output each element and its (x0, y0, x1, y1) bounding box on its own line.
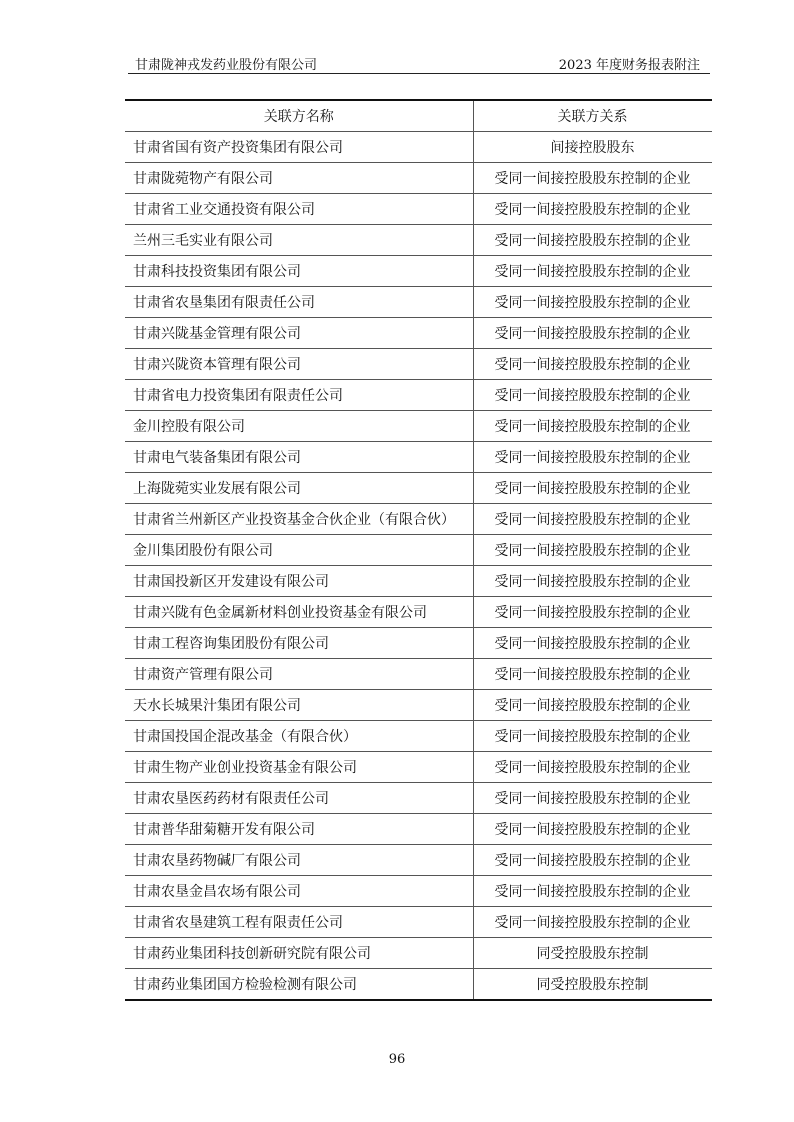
related-party-relationship: 受同一间接控股股东控制的企业 (473, 411, 712, 442)
table-row (125, 225, 712, 256)
related-party-relationship: 受同一间接控股股东控制的企业 (473, 814, 712, 845)
table-row (125, 163, 712, 194)
table-row (125, 194, 712, 225)
related-party-relationship: 受同一间接控股股东控制的企业 (473, 907, 712, 938)
table-row (125, 318, 712, 349)
table-row (125, 411, 712, 442)
related-party-relationship: 同受控股股东控制 (473, 969, 712, 1001)
related-party-relationship: 同受控股股东控制 (473, 938, 712, 969)
table-row (125, 349, 712, 380)
related-party-name: 甘肃省电力投资集团有限责任公司 (125, 380, 473, 411)
column-header-relationship: 关联方关系 (473, 100, 712, 132)
table-row (125, 535, 712, 566)
related-party-relationship: 受同一间接控股股东控制的企业 (473, 256, 712, 287)
related-party-name: 甘肃省农垦集团有限责任公司 (125, 287, 473, 318)
table-row (125, 845, 712, 876)
table-row (125, 938, 712, 969)
page-number: 96 (388, 1052, 406, 1067)
related-party-relationship: 受同一间接控股股东控制的企业 (473, 194, 712, 225)
related-party-relationship: 受同一间接控股股东控制的企业 (473, 597, 712, 628)
table-row (125, 814, 712, 845)
table-row (125, 659, 712, 690)
related-party-relationship: 受同一间接控股股东控制的企业 (473, 690, 712, 721)
related-party-relationship: 受同一间接控股股东控制的企业 (473, 163, 712, 194)
column-header-name: 关联方名称 (125, 100, 473, 132)
table-row (125, 876, 712, 907)
table-body (125, 132, 712, 1001)
related-party-name: 甘肃农垦药物碱厂有限公司 (125, 845, 473, 876)
related-party-name: 甘肃兴陇有色金属新材料创业投资基金有限公司 (125, 597, 473, 628)
related-party-relationship: 受同一间接控股股东控制的企业 (473, 225, 712, 256)
table-row (125, 473, 712, 504)
table-row (125, 380, 712, 411)
related-party-relationship: 受同一间接控股股东控制的企业 (473, 287, 712, 318)
related-party-name: 甘肃省兰州新区产业投资基金合伙企业（有限合伙） (125, 504, 473, 535)
related-party-name: 甘肃国投新区开发建设有限公司 (125, 566, 473, 597)
table-row (125, 597, 712, 628)
related-party-relationship: 受同一间接控股股东控制的企业 (473, 535, 712, 566)
related-party-name: 兰州三毛实业有限公司 (125, 225, 473, 256)
related-party-relationship: 受同一间接控股股东控制的企业 (473, 442, 712, 473)
table-row (125, 442, 712, 473)
table-row (125, 566, 712, 597)
header-company: 甘肃陇神戎发药业股份有限公司 (135, 58, 318, 73)
related-party-relationship: 受同一间接控股股东控制的企业 (473, 845, 712, 876)
table-row (125, 256, 712, 287)
related-party-name: 甘肃省农垦建筑工程有限责任公司 (125, 907, 473, 938)
related-party-name: 金川集团股份有限公司 (125, 535, 473, 566)
table-row (125, 690, 712, 721)
related-party-relationship: 受同一间接控股股东控制的企业 (473, 318, 712, 349)
related-party-relationship: 受同一间接控股股东控制的企业 (473, 349, 712, 380)
related-party-name: 甘肃国投国企混改基金（有限合伙） (125, 721, 473, 752)
table-row (125, 752, 712, 783)
related-party-relationship: 受同一间接控股股东控制的企业 (473, 504, 712, 535)
related-party-name: 甘肃兴陇资本管理有限公司 (125, 349, 473, 380)
related-party-table (125, 99, 712, 1001)
related-party-name: 甘肃生物产业创业投资基金有限公司 (125, 752, 473, 783)
related-party-relationship: 间接控股股东 (473, 132, 712, 163)
table-row (125, 628, 712, 659)
related-party-name: 甘肃电气装备集团有限公司 (125, 442, 473, 473)
related-party-name: 甘肃普华甜菊糖开发有限公司 (125, 814, 473, 845)
related-party-relationship: 受同一间接控股股东控制的企业 (473, 721, 712, 752)
table-row (125, 907, 712, 938)
related-party-relationship: 受同一间接控股股东控制的企业 (473, 659, 712, 690)
table-row (125, 783, 712, 814)
table-row (125, 721, 712, 752)
related-party-relationship: 受同一间接控股股东控制的企业 (473, 783, 712, 814)
related-party-name: 甘肃药业集团国方检验检测有限公司 (125, 969, 473, 1001)
related-party-name: 天水长城果汁集团有限公司 (125, 690, 473, 721)
related-party-relationship: 受同一间接控股股东控制的企业 (473, 876, 712, 907)
related-party-name: 甘肃科技投资集团有限公司 (125, 256, 473, 287)
header-divider (128, 73, 710, 74)
related-party-name: 甘肃农垦金昌农场有限公司 (125, 876, 473, 907)
table-row (125, 132, 712, 163)
table-row (125, 287, 712, 318)
table-header-row (125, 100, 712, 132)
related-party-name: 甘肃陇菀物产有限公司 (125, 163, 473, 194)
related-party-name: 金川控股有限公司 (125, 411, 473, 442)
related-party-name: 上海陇菀实业发展有限公司 (125, 473, 473, 504)
related-party-relationship: 受同一间接控股股东控制的企业 (473, 380, 712, 411)
related-party-relationship: 受同一间接控股股东控制的企业 (473, 473, 712, 504)
related-party-relationship: 受同一间接控股股东控制的企业 (473, 628, 712, 659)
related-party-name: 甘肃省国有资产投资集团有限公司 (125, 132, 473, 163)
related-party-name: 甘肃药业集团科技创新研究院有限公司 (125, 938, 473, 969)
related-party-relationship: 受同一间接控股股东控制的企业 (473, 566, 712, 597)
related-party-name: 甘肃兴陇基金管理有限公司 (125, 318, 473, 349)
related-party-relationship: 受同一间接控股股东控制的企业 (473, 752, 712, 783)
related-party-name: 甘肃省工业交通投资有限公司 (125, 194, 473, 225)
header-report-title: 2023 年度财务报表附注 (558, 58, 700, 73)
related-party-name: 甘肃农垦医药药材有限责任公司 (125, 783, 473, 814)
table-row (125, 969, 712, 1001)
related-party-name: 甘肃工程咨询集团股份有限公司 (125, 628, 473, 659)
related-party-name: 甘肃资产管理有限公司 (125, 659, 473, 690)
table-row (125, 504, 712, 535)
